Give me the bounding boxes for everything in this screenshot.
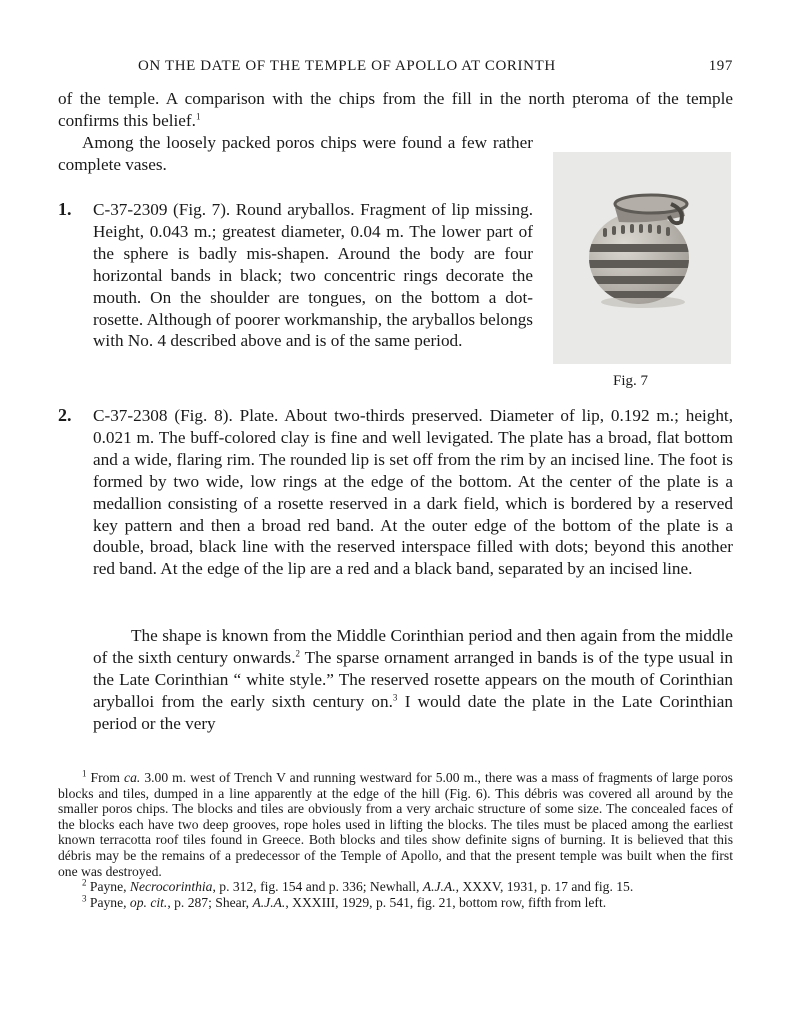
footnote-ref-1: 1 [195,111,201,122]
entry-text: C-37-2309 (Fig. 7). Round aryballos. Fragment of lip missing. Height, 0.043 m.; greatest diameter, 0.04 m. The lower part of the sphere is badly mis-shapen. Around the body are four horizontal bands in black; two concentric rings decorate the mouth. On the shoulder are tongues, on the bottom a dot-rosette. Although of poorer workmanship, the aryballos belongs with No. 4 described above and is of the same period. [93,200,533,351]
footnote-text: , XXXV, 1931, p. 17 and fig. 15. [455,879,634,895]
tongue [639,224,643,233]
footnote-text: Payne, [86,894,130,910]
footnote-text: , p. 287; Shear, [167,894,253,910]
band-2 [583,260,695,268]
tongue [612,226,616,235]
tongue [666,227,670,236]
band-1 [583,244,695,252]
footnote-ref-2: 2 [295,648,301,659]
aryballos-illustration [553,152,731,364]
dating-text-1: The shape is known from the Middle Corinthian period and then again from the middle of the sixth century onwards. [93,626,733,667]
running-title: ON THE DATE OF THE TEMPLE OF APOLLO AT CORINTH [138,58,556,74]
band-3 [583,276,695,284]
dating-text-3: I would date the plate in the Late Corinthian period or the very [93,691,733,733]
tongue [621,225,625,234]
tongue [603,228,607,237]
aryballos-body [589,212,689,304]
page-number: 197 [708,58,733,74]
entry-number: 1. [58,199,72,219]
figure-caption: Fig. 7 [613,373,649,389]
running-head [58,58,733,78]
intro-text: of the temple. A comparison with the chips from the fill in the north pteroma of the temple confirms this belief. [58,89,733,130]
footnote-marker: 1 [82,768,87,779]
footnote-marker: 2 [82,877,87,888]
footnote-italic-text: A.J.A. [422,879,456,895]
tongue [630,224,634,233]
footnote-marker: 3 [82,893,87,904]
catalogue-entry-1 [58,199,533,352]
footnote-1 [58,770,733,879]
catalogue-entry-2 [58,405,733,580]
entry-text: C-37-2308 (Fig. 8). Plate. About two-thirds preserved. Diameter of lip, 0.192 m.; height, 0.021 m. The buff-colored clay is fine and well levigated. The plate has a broad, flat bottom and a wide, flaring rim. The rounded lip is set off from the rim by an incised line. The foot is formed by two wide, low rings at the edge of the bottom. At the center of the plate is a medallion consisting of a rosette reserved in a dark field, which is bordered by a reserved key pattern and then a broad red band. At the outer edge of the bottom of the plate is a double, broad, black line with the reserved interspace filled with dots; beyond this another red band. At the edge of the lip are a red and a black band, separated by an incised line. [93,406,733,579]
footnote-italic-text: op. cit. [129,894,168,910]
entry-number: 2. [58,405,72,425]
footnote-italic-text: Necrocorinthia [129,879,213,895]
among-paragraph: Among the loosely packed poros chips were found a few rather complete vases. [58,133,533,174]
footnote-text: From [86,770,125,785]
figure-7-image [553,152,731,364]
footnote-text: 3.00 m. west of Trench V and running westward for 5.00 m., there was a mass of fragments of large poros blocks and tiles, dumped in a line apparently at the edge of the hill (Fig. 6). This débris was covered all around by the smaller poros chips. The blocks and tiles are obviously from a very archaic structure of some size. The concealed faces of the blocks each have two deep grooves, rope holes used in lifting the blocks. The tiles must be placed among the earliest known terracotta roof tiles found in Greece. Both blocks and tiles show definite signs of burning. It is believed that this débris may be the remains of a predecessor of the Temple of Apollo, and that the present temple was built when the first one was destroyed. [58,770,733,879]
dating-paragraph [93,625,733,735]
tongue [648,224,652,233]
footnote-text: Payne, [86,879,130,895]
footnote-text: , XXXIII, 1929, p. 541, fig. 21, bottom row, fifth from left. [285,894,607,910]
footnotes [58,770,733,910]
footnote-text: , p. 312, fig. 154 and p. 336; Newhall, [212,879,423,895]
footnote-italic-text: ca. [124,770,141,785]
footnote-2 [58,879,733,895]
footnote-ref-3: 3 [392,691,398,702]
footnote-3 [58,895,733,911]
footnote-italic-text: A.J.A. [252,894,286,910]
tongue [657,225,661,234]
aryballos-mouth-rings [615,195,687,213]
dating-text-2: The sparse ornament arranged in bands is of the type usual in the Late Corinthian “ white style.” The reserved rosette appears on the mouth of Corinthian aryballoi from the early sixth century on. [93,647,733,711]
intro-paragraph [58,88,733,132]
